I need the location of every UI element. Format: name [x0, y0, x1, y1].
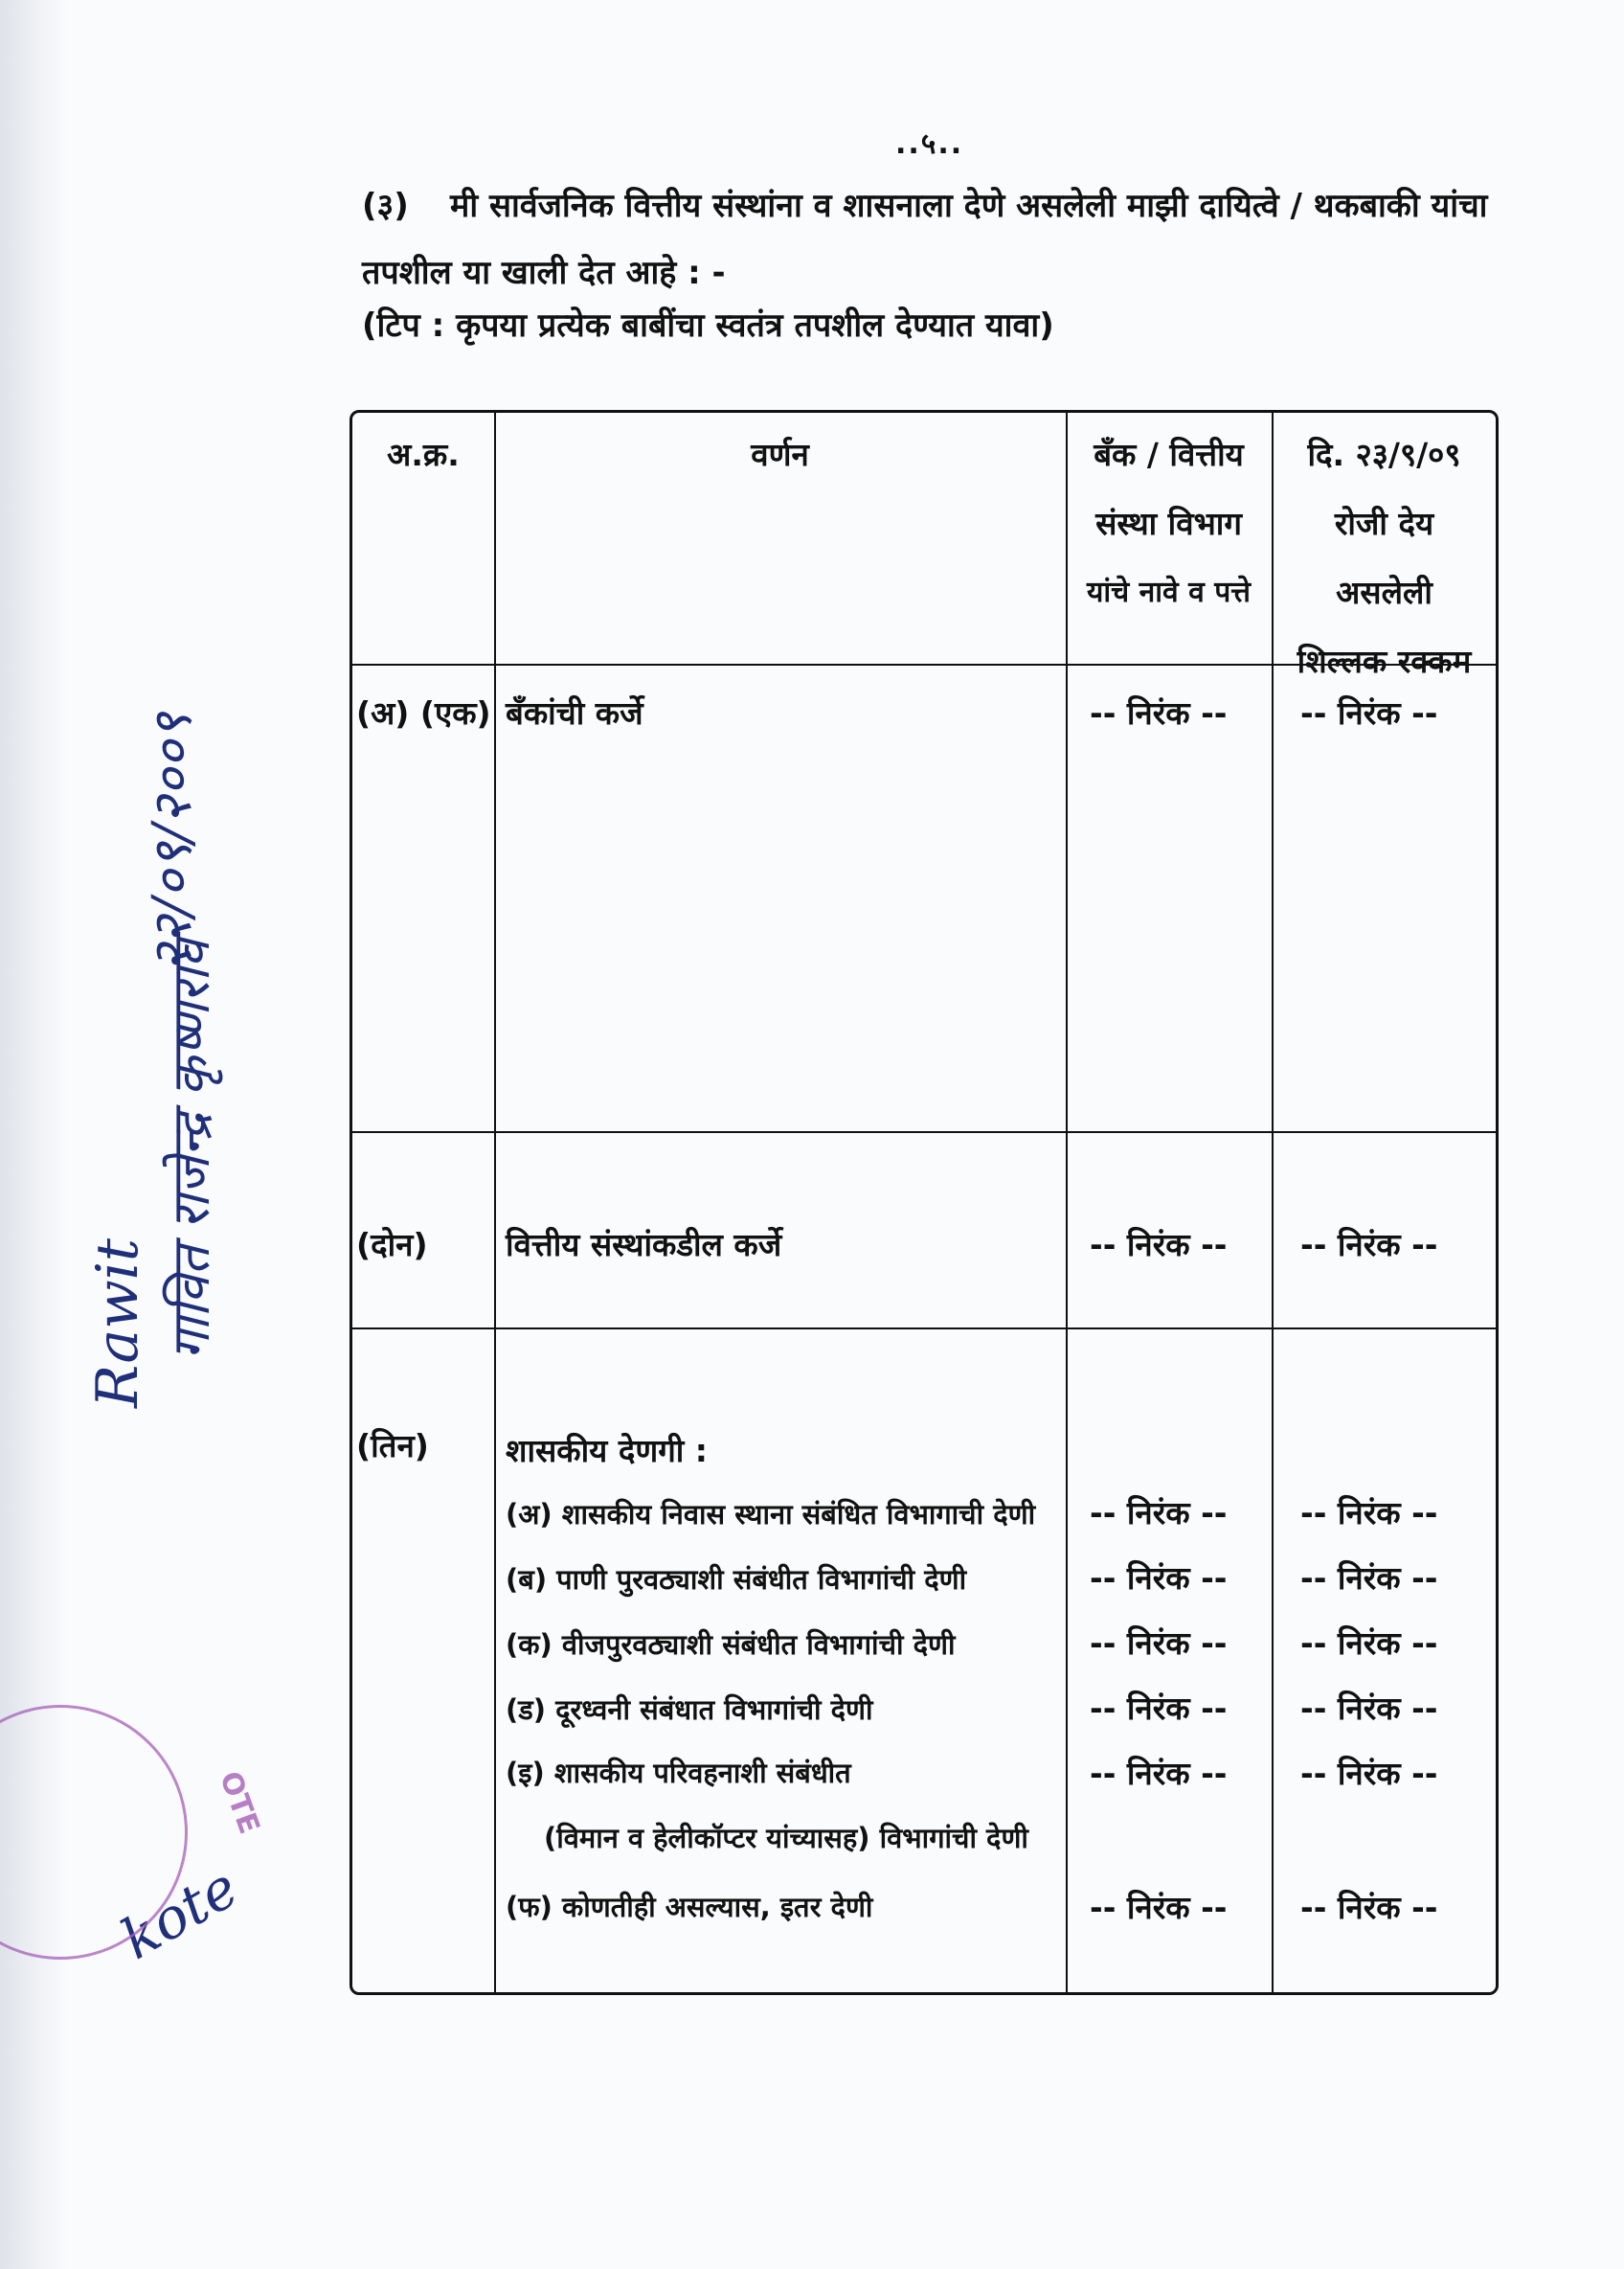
header-amount	[1272, 420, 1497, 696]
row3-item-d: (ड) दूरध्वनी संबंधात विभागांची देणी	[506, 1693, 873, 1726]
row3-item-c-amount: -- निरंक --	[1300, 1624, 1438, 1662]
handwritten-name: गावित राजेन्द्र कृष्णराव	[161, 939, 221, 1360]
header-bank	[1066, 420, 1272, 627]
row3-item-f: (फ) कोणतीही असल्यास, इतर देणी	[506, 1891, 873, 1923]
row3-item-b: (ब) पाणी पुरवठ्याशी संबंधीत विभागांची देणी	[506, 1563, 967, 1596]
page-number: ..५..	[895, 127, 964, 161]
column-divider	[494, 413, 496, 1992]
row3-item-a-amount: -- निरंक --	[1300, 1494, 1438, 1532]
header-serial: अ.क्र.	[387, 436, 460, 473]
row3-title: शासकीय देणगी :	[506, 1432, 709, 1469]
row3-item-c-bank: -- निरंक --	[1090, 1624, 1228, 1662]
row3-item-d-bank: -- निरंक --	[1090, 1690, 1228, 1727]
row1-description: बँकांची कर्जे	[506, 694, 643, 732]
section-heading	[362, 172, 1511, 306]
row3-item-e-amount: -- निरंक --	[1300, 1755, 1438, 1792]
note: (टिप : कृपया प्रत्येक बाबींचा स्वतंत्र तपशील देण्यात यावा)	[362, 306, 1054, 345]
row3-item-f-amount: -- निरंक --	[1300, 1889, 1438, 1926]
column-divider	[1066, 413, 1068, 1992]
row3-item-b-bank: -- निरंक --	[1090, 1559, 1228, 1597]
header-amount-line-2: रोजी देय	[1334, 505, 1434, 542]
header-amount-line-4: शिल्लक रक्कम	[1297, 643, 1472, 680]
row2-bank: -- निरंक --	[1090, 1226, 1228, 1263]
row-divider	[352, 1131, 1496, 1133]
row2-serial: (दोन)	[356, 1226, 428, 1263]
row3-item-e-continued: (विमान व हेलीकॉप्टर यांच्यासह) विभागांची देणी	[544, 1822, 1028, 1854]
row3-serial: (तिन)	[356, 1427, 429, 1464]
row1-bank: -- निरंक --	[1090, 694, 1228, 732]
header-bank-line-2: संस्था विभाग	[1095, 505, 1242, 542]
header-description: वर्णन	[751, 436, 809, 473]
row3-item-a-bank: -- निरंक --	[1090, 1494, 1228, 1532]
row1-serial: (अ) (एक)	[356, 694, 491, 732]
heading-line-2: तपशील या खाली देत आहे : -	[362, 254, 726, 292]
row3-item-b-amount: -- निरंक --	[1300, 1559, 1438, 1597]
stamp-fragment: OTE	[213, 1767, 266, 1839]
section-number: (३)	[362, 187, 409, 225]
row3-item-e: (इ) शासकीय परिवहनाशी संबंधीत	[506, 1757, 851, 1789]
heading-line-1: मी सार्वजनिक वित्तीय संस्थांना व शासनाला देणे असलेली माझी दायित्वे / थकबाकी यांचा	[450, 187, 1488, 225]
header-amount-line-3: असलेली	[1336, 574, 1432, 611]
header-bank-line-1: बँक / वित्तीय	[1094, 436, 1244, 473]
row3-item-a: (अ) शासकीय निवास स्थाना संबंधित विभागाची देणी	[506, 1498, 1036, 1531]
row3-item-c: (क) वीजपुरवठ्याशी संबंधीत विभागांची देणी	[506, 1628, 956, 1661]
handwritten-signature: Rawit	[84, 1238, 151, 1408]
row3-item-d-amount: -- निरंक --	[1300, 1690, 1438, 1727]
row2-amount: -- निरंक --	[1300, 1226, 1438, 1263]
row3-item-e-bank: -- निरंक --	[1090, 1755, 1228, 1792]
row3-item-f-bank: -- निरंक --	[1090, 1889, 1228, 1926]
row1-amount: -- निरंक --	[1300, 694, 1438, 732]
row-divider	[352, 1327, 1496, 1329]
header-bank-line-3: यांचे नावे व पत्ते	[1086, 576, 1252, 609]
handwritten-initials: kote	[110, 1854, 249, 1972]
liabilities-table	[350, 410, 1499, 1995]
handwritten-date: २२/०९/२००९	[142, 713, 204, 972]
row2-description: वित्तीय संस्थांकडील कर्जे	[506, 1226, 782, 1263]
header-amount-line-1: दि. २३/९/०९	[1307, 436, 1461, 473]
